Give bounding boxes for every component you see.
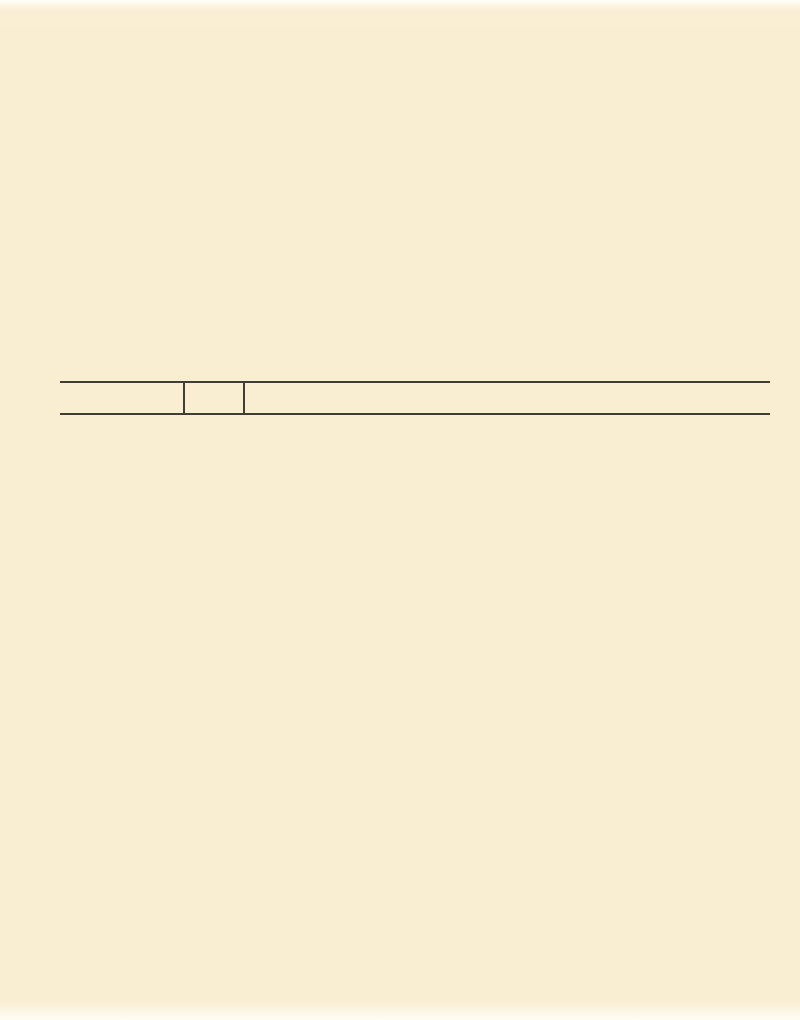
header-code xyxy=(183,383,245,413)
section1-title xyxy=(86,4,106,20)
table-header-row xyxy=(60,383,770,413)
header-meanings xyxy=(245,383,770,413)
section2-title xyxy=(86,347,106,363)
codes-meanings-table xyxy=(60,381,770,415)
header-items xyxy=(60,383,183,413)
